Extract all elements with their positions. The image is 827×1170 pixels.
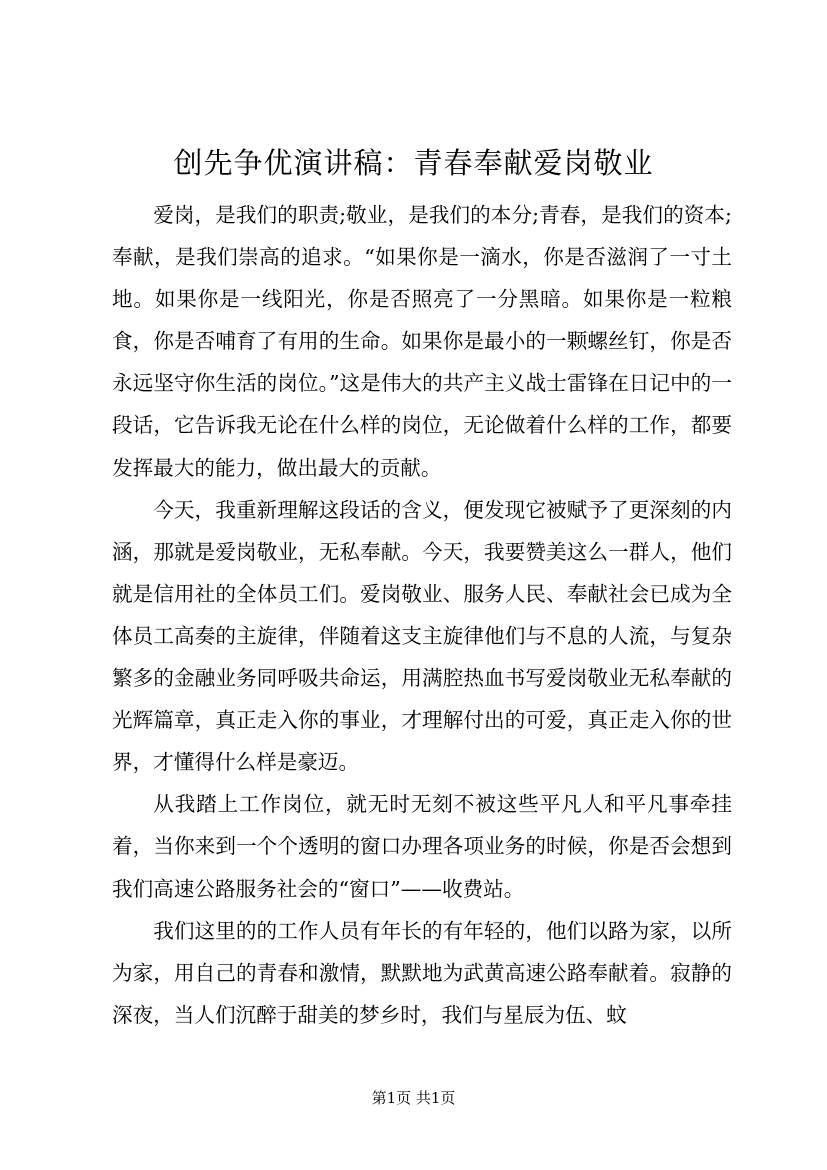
paragraph-4: 我们这里的的工作人员有年长的有年轻的，他们以路为家，以所为家，用自己的青春和激情，默默地为武黄高速公路奉献着。寂静的深夜，当人们沉醉于甜美的梦乡时，我们与星辰为伍、蚊 xyxy=(112,918,732,1027)
paragraph-3: 从我踏上工作岗位，就无时无刻不被这些平凡人和平凡事牵挂着，当你来到一个个透明的窗口办理各项业务的时候，你是否会想到我们高速公路服务社会的“窗口”——收费站。 xyxy=(112,792,732,901)
paragraph-2: 今天，我重新理解这段话的含义，便发现它被赋予了更深刻的内涵，那就是爱岗敬业，无私奉献。今天，我要赞美这么一群人，他们就是信用社的全体员工们。爱岗敬业、服务人民、奉献社会已成为全体员工高奏的主旋律，伴随着这支主旋律他们与不息的人流，与复杂繁多的金融业务同呼吸共命运，用满腔热血书写爱岗敬业无私奉献的光辉篇章，真正走入你的事业，才理解付出的可爱，真正走入你的世界，才懂得什么样是豪迈。 xyxy=(112,497,732,775)
paragraph-1: 爱岗，是我们的职责;敬业，是我们的本分;青春，是我们的资本;奉献，是我们崇高的追求。“如果你是一滴水，你是否滋润了一寸土地。如果你是一线阳光，你是否照亮了一分黑暗。如果你是一粒粮食，你是否哺育了有用的生命。如果你是最小的一颗螺丝钉，你是否永远坚守你生活的岗位。”这是伟大的共产主义战士雷锋在日记中的一段话，它告诉我无论在什么样的岗位，无论做着什么样的工作，都要发挥最大的能力，做出最大的贡献。 xyxy=(112,203,732,480)
document-title: 创先争优演讲稿：青春奉献爱岗敬业 xyxy=(173,146,654,180)
document-body xyxy=(112,194,732,1036)
page-footer: 第1页 共1页 xyxy=(371,1089,456,1107)
